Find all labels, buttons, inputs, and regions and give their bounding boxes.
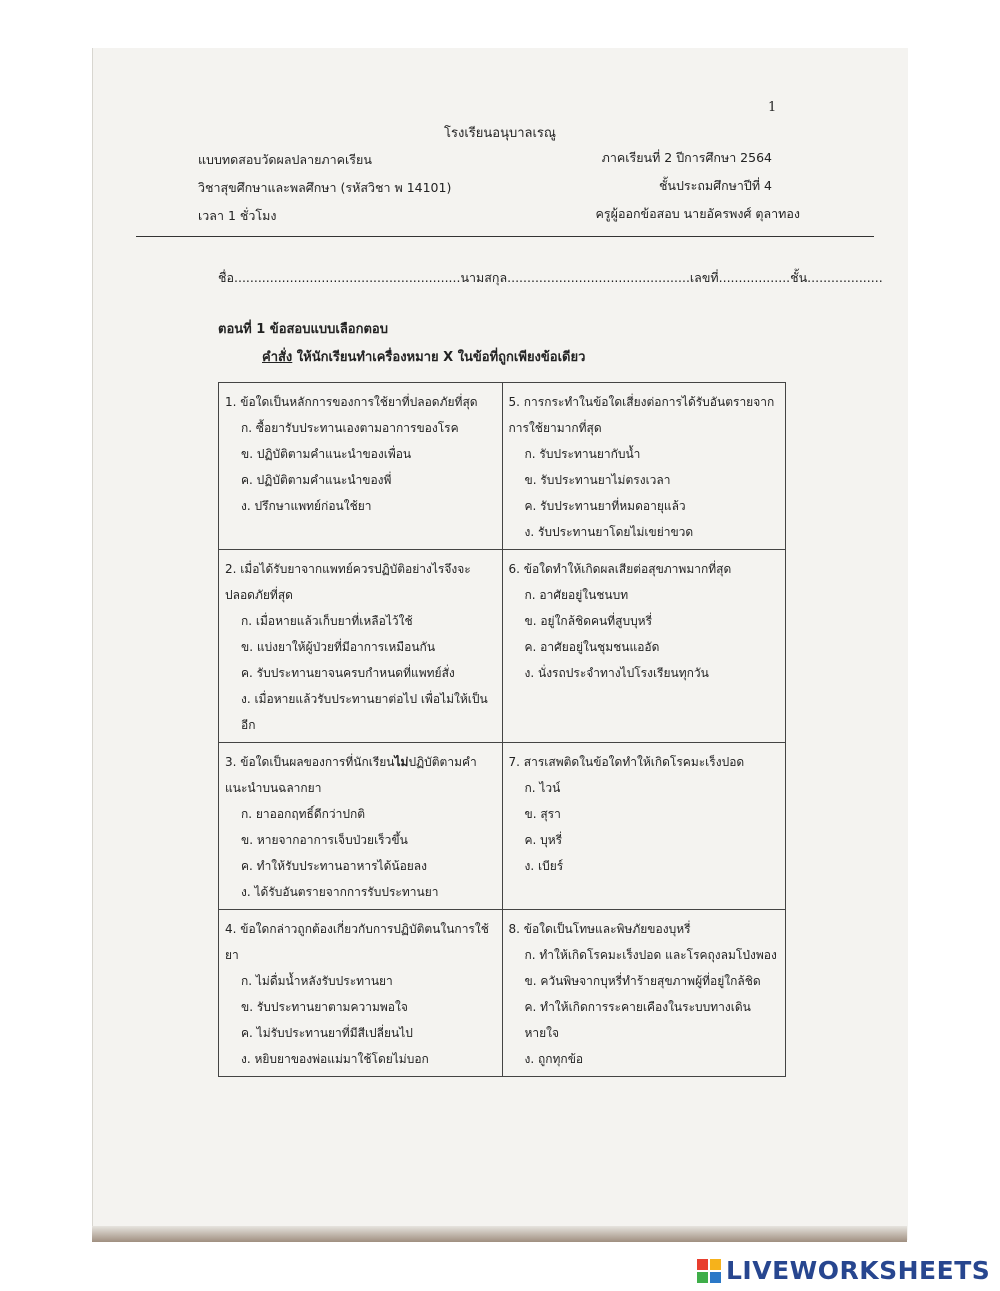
option-b[interactable]: ข. อยู่ใกล้ชิดคนที่สูบบุหรี่ xyxy=(524,614,653,628)
paper-edge xyxy=(92,1226,907,1242)
question-text: 2. เมื่อได้รับยาจากแพทย์ควรปฏิบัติอย่างไรจึงจะปลอดภัยที่สุด xyxy=(225,562,471,602)
time-line: เวลา 1 ชั่วโมง xyxy=(198,208,277,223)
question-4 xyxy=(219,910,503,1077)
question-text: 6. ข้อใดทำให้เกิดผลเสียต่อสุขภาพมากที่สุด xyxy=(508,562,732,576)
option-a[interactable]: ก. รับประทานยากับน้ำ xyxy=(524,447,641,461)
instruction-text: ให้นักเรียนทำเครื่องหมาย X ในข้อที่ถูกเพียงข้อเดียว xyxy=(292,350,586,365)
liveworksheets-logo: LIVEWORKSHEETS xyxy=(726,1256,991,1285)
option-c[interactable]: ค. อาศัยอยู่ในชุมชนแออัด xyxy=(524,640,660,654)
option-d[interactable]: ง. นั่งรถประจำทางไปโรงเรียนทุกวัน xyxy=(524,666,709,680)
part-title: ตอนที่ 1 ข้อสอบแบบเลือกตอบ xyxy=(218,322,388,337)
option-c[interactable]: ค. ทำให้รับประทานอาหารได้น้อยลง xyxy=(241,859,428,873)
option-b[interactable]: ข. รับประทานยาตามความพอใจ xyxy=(241,1000,408,1014)
question-3 xyxy=(219,743,503,910)
instruction-label: คำสั่ง xyxy=(262,350,293,365)
option-c[interactable]: ค. ไม่รับประทานยาที่มีสีเปลี่ยนไป xyxy=(241,1026,413,1040)
option-c[interactable]: ค. รับประทานยาที่หมดอายุแล้ว xyxy=(524,499,686,513)
option-c[interactable]: ค. บุหรี่ xyxy=(524,833,563,847)
question-text: 7. สารเสพติดในข้อใดทำให้เกิดโรคมะเร็งปอด xyxy=(508,755,745,769)
option-d[interactable]: ง. รับประทานยาโดยไม่เขย่าขวด xyxy=(524,525,694,539)
emphasis-not: ไม่ xyxy=(394,755,409,769)
question-8 xyxy=(502,910,786,1077)
option-b[interactable]: ข. รับประทานยาไม่ตรงเวลา xyxy=(524,473,671,487)
question-text: 4. ข้อใดกล่าวถูกต้องเกี่ยวกับการปฏิบัติตนในการใช้ยา xyxy=(225,922,489,962)
question-1 xyxy=(219,383,503,550)
liveworksheets-logo-icon xyxy=(697,1259,723,1283)
option-a[interactable]: ก. ไม่ดื่มน้ำหลังรับประทานยา xyxy=(241,974,393,988)
question-table xyxy=(218,382,786,1077)
page-number: 1 xyxy=(768,100,777,115)
instruction xyxy=(262,346,585,367)
question-text: 8. ข้อใดเป็นโทษและพิษภัยของบุหรี่ xyxy=(508,922,691,936)
question-2 xyxy=(219,550,503,743)
option-b[interactable]: ข. สุรา xyxy=(524,807,561,821)
question-7 xyxy=(502,743,786,910)
table-row xyxy=(219,910,786,1077)
grade-line: ชั้นประถมศึกษาปีที่ 4 xyxy=(658,178,772,193)
option-b[interactable]: ข. หายจากอาการเจ็บป่วยเร็วขึ้น xyxy=(241,833,408,847)
question-5 xyxy=(502,383,786,550)
option-c[interactable]: ค. ทำให้เกิดการระคายเคืองในระบบทางเดินหายใจ xyxy=(524,1000,751,1040)
option-a[interactable]: ก. ซื้อยารับประทานเองตามอาการของโรค xyxy=(241,421,459,435)
question-text: 5. การกระทำในข้อใดเสี่ยงต่อการได้รับอันตรายจากการใช้ยามากที่สุด xyxy=(508,395,775,435)
option-b[interactable]: ข. แบ่งยาให้ผู้ป่วยที่มีอาการเหมือนกัน xyxy=(241,640,436,654)
table-row xyxy=(219,550,786,743)
header-divider xyxy=(136,236,874,237)
option-d[interactable]: ง. หยิบยาของพ่อแม่มาใช้โดยไม่บอก xyxy=(241,1052,429,1066)
exam-title: แบบทดสอบวัดผลปลายภาคเรียน xyxy=(198,152,372,167)
option-b[interactable]: ข. ปฏิบัติตามคำแนะนำของเพื่อน xyxy=(241,447,412,461)
question-text: 1. ข้อใดเป็นหลักการของการใช้ยาที่ปลอดภัยที่สุด xyxy=(225,395,478,409)
option-c[interactable]: ค. รับประทานยาจนครบกำหนดที่แพทย์สั่ง xyxy=(241,666,455,680)
option-c[interactable]: ค. ปฏิบัติตามคำแนะนำของพี่ xyxy=(241,473,392,487)
option-b[interactable]: ข. ควันพิษจากบุหรี่ทำร้ายสุขภาพผู้ที่อยู่ใกล้ชิด xyxy=(524,974,761,988)
question-6 xyxy=(502,550,786,743)
table-row xyxy=(219,743,786,910)
option-d[interactable]: ง. เมื่อหายแล้วรับประทานยาต่อไป เพื่อไม่ให้เป็นอีก xyxy=(241,692,488,732)
teacher-line: ครูผู้ออกข้อสอบ นายอัครพงศ์ ตุลาทอง xyxy=(595,206,800,221)
student-info-line[interactable]: ชื่อ.........................................................นามสกุล..............................................เลขที่..................ชั้น................... xyxy=(218,270,883,285)
subject-line: วิชาสุขศึกษาและพลศึกษา (รหัสวิชา พ 14101) xyxy=(198,180,452,195)
option-d[interactable]: ง. ปรึกษาแพทย์ก่อนใช้ยา xyxy=(241,499,372,513)
option-a[interactable]: ก. ทำให้เกิดโรคมะเร็งปอด และโรคถุงลมโป่งพอง xyxy=(524,948,777,962)
school-name: โรงเรียนอนุบาลเรณู xyxy=(444,126,556,141)
option-a[interactable]: ก. เมื่อหายแล้วเก็บยาที่เหลือไว้ใช้ xyxy=(241,614,413,628)
question-text: 3. ข้อใดเป็นผลของการที่นักเรียนไม่ปฏิบัติตามคำแนะนำบนฉลากยา xyxy=(225,755,477,795)
option-a[interactable]: ก. อาศัยอยู่ในชนบท xyxy=(524,588,629,602)
table-row xyxy=(219,383,786,550)
option-a[interactable]: ก. ไวน์ xyxy=(524,781,561,795)
option-d[interactable]: ง. ถูกทุกข้อ xyxy=(524,1052,584,1066)
semester-line: ภาคเรียนที่ 2 ปีการศึกษา 2564 xyxy=(601,150,772,165)
option-d[interactable]: ง. ได้รับอันตรายจากการรับประทานยา xyxy=(241,885,439,899)
option-a[interactable]: ก. ยาออกฤทธิ์ดีกว่าปกติ xyxy=(241,807,366,821)
option-d[interactable]: ง. เบียร์ xyxy=(524,859,564,873)
